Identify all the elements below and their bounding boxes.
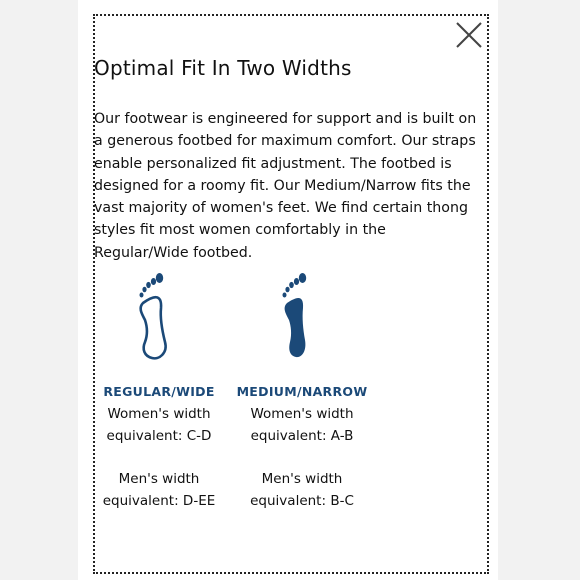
mens-width-value: equivalent: B-C: [250, 493, 354, 509]
womens-width-label: Women's width: [107, 406, 211, 422]
close-button[interactable]: [455, 21, 483, 49]
wide-foot-outline-icon: [129, 270, 189, 362]
fit-option-regular-wide: [84, 270, 234, 512]
mens-width-label: Men's width: [118, 471, 200, 487]
close-icon: [455, 21, 483, 49]
fit-description: Our footwear is engineered for support and is built on a generous footbed for maximum comfort. Our straps enable personalized fit adjustment. The footbed is designed for a roomy fit. Our Medium/Narrow fits the vast majority of women's feet. We find certain thong styles fit most women comfortably in the Regular/Wide footbed.: [94, 111, 477, 261]
fit-label: MEDIUM/NARROW: [236, 384, 368, 399]
fit-label: REGULAR/WIDE: [103, 384, 215, 399]
womens-width-label: Women's width: [250, 406, 354, 422]
narrow-foot-filled-icon: [272, 270, 332, 362]
mens-width-value: equivalent: D-EE: [102, 493, 216, 509]
fit-option-medium-narrow: [227, 270, 377, 512]
modal-title: Optimal Fit In Two Widths: [94, 56, 352, 80]
womens-width-value: equivalent: C-D: [106, 428, 212, 444]
womens-width-value: equivalent: A-B: [250, 428, 354, 444]
mens-width-label: Men's width: [261, 471, 343, 487]
